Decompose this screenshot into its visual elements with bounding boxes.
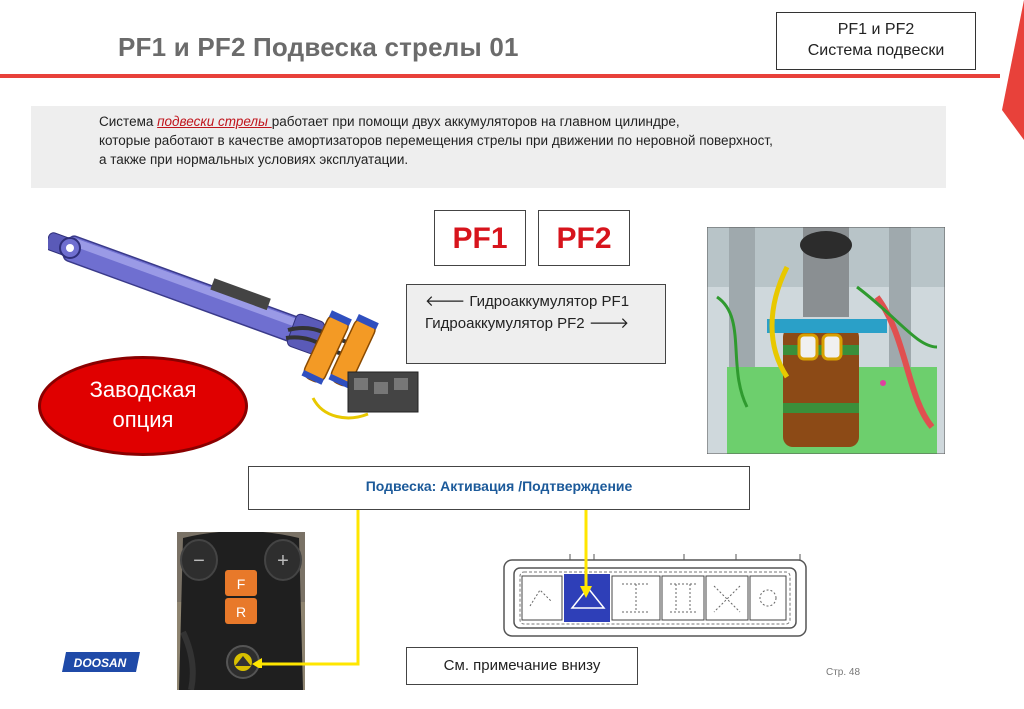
factory-option-badge — [38, 356, 248, 456]
reference-line-2: Система подвески — [807, 42, 945, 59]
see-note-below-box: См. примечание внизу — [406, 647, 638, 685]
doosan-logo — [62, 650, 142, 674]
page-number: Стр. 48 — [826, 667, 861, 678]
joystick-r-button: R — [235, 604, 247, 620]
page-title: PF1 и PF2 Подвеска стрелы 01 — [118, 32, 519, 62]
activation-confirmation-box: Подвеска: Активация /Подтверждение — [248, 466, 750, 510]
intro-text-box — [31, 106, 946, 188]
reference-line-1: PF1 и PF2 — [837, 21, 915, 38]
intro-part2: работает при помощи двух аккумуляторов на главном цилиндре, — [271, 114, 680, 129]
pf1-label: PF1 — [434, 210, 526, 266]
joystick-f-button: F — [236, 576, 246, 592]
title-underline — [0, 74, 1000, 78]
installed-accumulators-photo — [707, 227, 945, 454]
intro-line-2: которые работают в качестве амортизаторов перемещения стрелы при движении по неровной поверхност, — [99, 133, 773, 148]
factory-option-line-1: Заводская — [89, 377, 197, 402]
intro-line-1 — [99, 112, 946, 131]
joystick-plus-icon: + — [277, 550, 289, 572]
connector-arrows — [230, 508, 610, 668]
joystick-minus-icon: − — [193, 550, 205, 572]
pf2-label: PF2 — [538, 210, 630, 266]
doosan-logo-text: DOOSAN — [73, 656, 127, 670]
accumulator-pf2-text: Гидроаккумулятор PF2 🡒 — [425, 315, 630, 332]
intro-part1: Система — [99, 114, 158, 129]
factory-option-line-2: опция — [112, 407, 174, 432]
section-reference-box — [776, 12, 976, 70]
accumulator-pf1-text: 🡐 Гидроаккумулятор PF1 — [425, 293, 630, 310]
intro-line-3: а также при нормальных условиях эксплуатации. — [99, 152, 409, 167]
corner-decoration — [984, 0, 1024, 140]
accumulator-legend-box — [406, 284, 666, 364]
intro-highlight-link[interactable]: подвески стрелы — [157, 114, 272, 129]
